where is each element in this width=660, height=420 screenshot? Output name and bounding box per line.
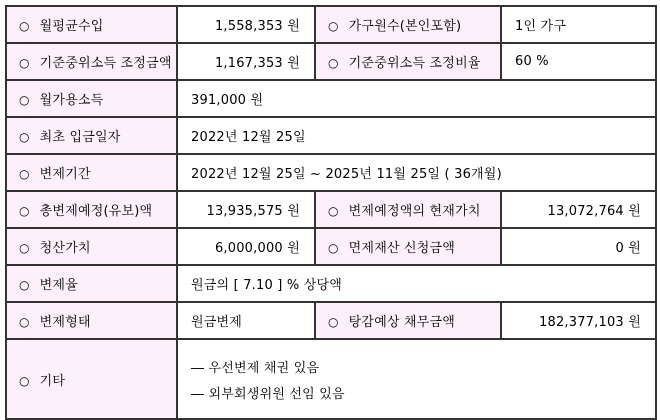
circle-marker-icon: ○	[328, 204, 339, 218]
total-planned-repayment-label	[6, 191, 177, 228]
repayment-type-label-text: 변제형태	[39, 315, 91, 330]
circle-marker-icon: ○	[19, 241, 30, 255]
table-row-repayment-type	[6, 302, 656, 339]
first-deposit-date-value: 2022년 12월 25일	[177, 117, 656, 154]
circle-marker-icon: ○	[19, 130, 30, 144]
repayment-type-label	[6, 302, 177, 339]
circle-marker-icon: ○	[19, 19, 30, 33]
median-income-adjust-ratio-label-text: 기준중위소득 조정비율	[348, 56, 481, 71]
circle-marker-icon: ○	[328, 56, 339, 70]
median-income-adjusted-amount-label	[6, 43, 177, 80]
table-row-liquidation-value	[6, 228, 656, 265]
present-value-of-repayment-value: 13,072,764 원	[501, 191, 656, 228]
table-row-repayment-period	[6, 154, 656, 191]
median-income-adjust-ratio-value: 60 %	[501, 43, 656, 80]
total-planned-repayment-label-text: 총변제예정(유보)액	[39, 204, 153, 219]
repayment-period-label-text: 변제기간	[39, 167, 91, 182]
median-income-adjust-ratio-label	[315, 43, 501, 80]
etc-notes-line-1: ― 외부회생위원 선임 있음	[191, 386, 345, 402]
repayment-rate-label-text: 변제율	[39, 278, 78, 293]
repayment-period-value: 2022년 12월 25일 ~ 2025년 11월 25일 ( 36개월)	[177, 154, 656, 191]
etc-notes-label-text: 기타	[39, 373, 66, 389]
monthly-average-income-label-text: 월평균수입	[39, 19, 104, 34]
table-row-total-planned-repayment	[6, 191, 656, 228]
table-row-median-income-adjustment	[6, 43, 656, 80]
circle-marker-icon: ○	[19, 56, 30, 70]
monthly-average-income-label	[6, 6, 177, 43]
circle-marker-icon: ○	[19, 315, 30, 329]
repayment-period-label	[6, 154, 177, 191]
monthly-disposable-income-value: 391,000 원	[177, 80, 656, 117]
monthly-average-income-value: 1,558,353 원	[177, 6, 315, 43]
table-row-repayment-rate	[6, 265, 656, 302]
present-value-of-repayment-label-text: 변제예정액의 현재가치	[348, 204, 481, 219]
table-row-first-deposit-date	[6, 117, 656, 154]
circle-marker-icon: ○	[19, 93, 30, 107]
liquidation-value-label	[6, 228, 177, 265]
circle-marker-icon: ○	[19, 204, 30, 218]
expected-forgiven-debt-value: 182,377,103 원	[501, 302, 656, 339]
present-value-of-repayment-label	[315, 191, 501, 228]
repayment-rate-label	[6, 265, 177, 302]
liquidation-value-label-text: 청산가치	[39, 241, 91, 256]
monthly-disposable-income-label	[6, 80, 177, 117]
etc-notes-line-0: ― 우선변제 채권 있음	[191, 360, 320, 376]
exempt-property-amount-label-text: 면제재산 신청금액	[348, 241, 456, 256]
circle-marker-icon: ○	[328, 241, 339, 255]
table-row-income-and-household	[6, 6, 656, 43]
household-members-label	[315, 6, 501, 43]
liquidation-value-value: 6,000,000 원	[177, 228, 315, 265]
repayment-rate-value: 원금의 [ 7.10 ] % 상당액	[177, 265, 656, 302]
circle-marker-icon: ○	[19, 278, 30, 292]
expected-forgiven-debt-label-text: 탕감예상 채무금액	[348, 315, 456, 330]
first-deposit-date-label	[6, 117, 177, 154]
repayment-type-value: 원금변제	[177, 302, 315, 339]
monthly-disposable-income-label-text: 월가용소득	[39, 93, 104, 108]
median-income-adjusted-amount-value: 1,167,353 원	[177, 43, 315, 80]
etc-notes-value	[177, 339, 656, 419]
household-members-label-text: 가구원수(본인포함)	[348, 19, 462, 34]
circle-marker-icon: ○	[19, 373, 30, 388]
exempt-property-amount-value: 0 원	[501, 228, 656, 265]
repayment-plan-table	[5, 5, 657, 420]
circle-marker-icon: ○	[19, 167, 30, 181]
circle-marker-icon: ○	[328, 19, 339, 33]
household-members-value: 1인 가구	[501, 6, 656, 43]
expected-forgiven-debt-label	[315, 302, 501, 339]
table-row-monthly-disposable-income	[6, 80, 656, 117]
median-income-adjusted-amount-label-text: 기준중위소득 조정금액	[39, 56, 172, 71]
etc-notes-label	[6, 339, 177, 419]
first-deposit-date-label-text: 최초 입금일자	[39, 130, 121, 145]
table-row-etc-notes	[6, 339, 656, 419]
exempt-property-amount-label	[315, 228, 501, 265]
circle-marker-icon: ○	[328, 315, 339, 329]
total-planned-repayment-value: 13,935,575 원	[177, 191, 315, 228]
